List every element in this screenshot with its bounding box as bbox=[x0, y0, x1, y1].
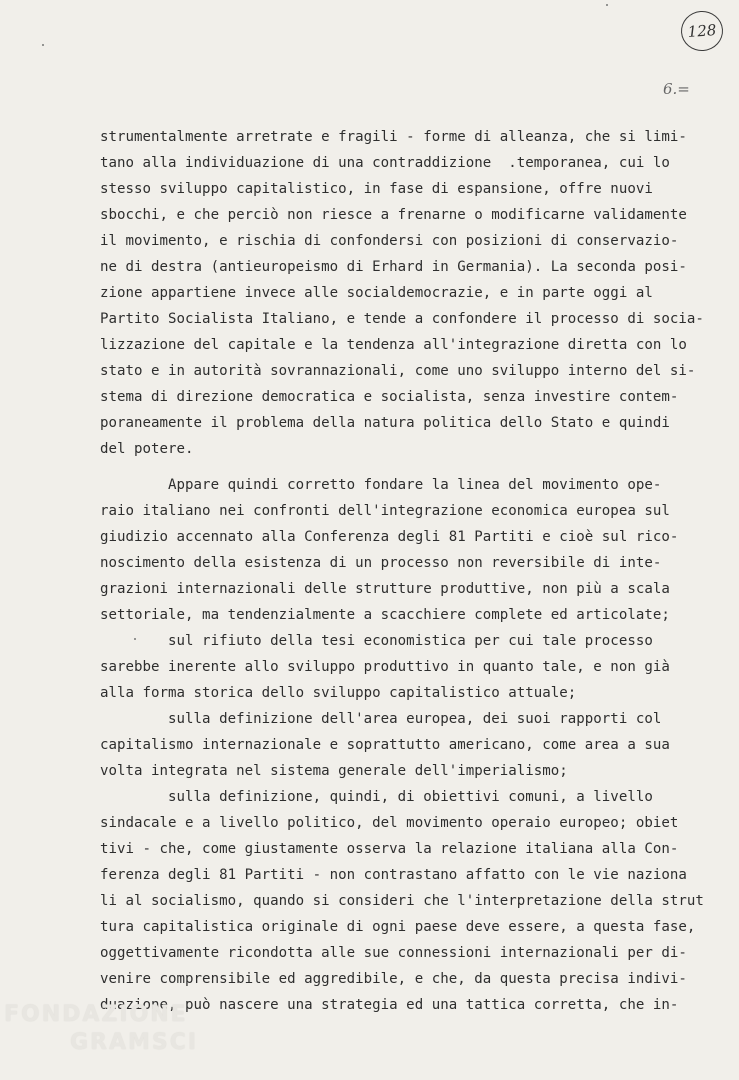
text-line: tura capitalistica originale di ogni paese deve essere, a questa fase, bbox=[100, 919, 696, 935]
text-line: Appare quindi corretto fondare la linea del movimento ope- bbox=[100, 477, 662, 493]
text-line: ferenza degli 81 Partiti - non contrastano affatto con le vie naziona bbox=[100, 867, 687, 883]
text-line: del potere. bbox=[100, 441, 194, 457]
text-line: venire comprensibile ed aggredibile, e che, da questa precisa indivi- bbox=[100, 971, 687, 987]
text-line: sindacale e a livello politico, del movimento operaio europeo; obiet bbox=[100, 815, 679, 831]
text-line: oggettivamente ricondotta alle sue connessioni internazionali per di- bbox=[100, 945, 687, 961]
text-line: li al socialismo, quando si consideri che l'interpretazione della strut bbox=[100, 893, 704, 909]
text-line: stema di direzione democratica e socialista, senza investire contem- bbox=[100, 389, 679, 405]
archive-stamp: 128 bbox=[680, 10, 725, 53]
text-line: poraneamente il problema della natura politica dello Stato e quindi bbox=[100, 415, 670, 431]
text-line: sarebbe inerente allo sviluppo produttivo in quanto tale, e non già bbox=[100, 659, 670, 675]
page-number: 6.= bbox=[663, 80, 690, 98]
text-line: grazioni internazionali delle strutture produttive, non più a scala bbox=[100, 581, 670, 597]
watermark-line-2: GRAMSCI bbox=[70, 1030, 199, 1055]
text-line: lizzazione del capitale e la tendenza all'integrazione diretta con lo bbox=[100, 337, 687, 353]
text-line: noscimento della esistenza di un processo non reversibile di inte- bbox=[100, 555, 662, 571]
watermark-line-1: FONDAZIONE bbox=[4, 1002, 188, 1027]
text-line: Partito Socialista Italiano, e tende a confondere il processo di socia- bbox=[100, 311, 704, 327]
text-line: duazione, può nascere una strategia ed una tattica corretta, che in- bbox=[100, 997, 679, 1013]
text-line: stesso sviluppo capitalistico, in fase di espansione, offre nuovi bbox=[100, 181, 653, 197]
text-line: strumentalmente arretrate e fragili - forme di alleanza, che si limi- bbox=[100, 129, 687, 145]
scan-speck bbox=[606, 4, 608, 6]
text-line: il movimento, e rischia di confondersi con posizioni di conservazio- bbox=[100, 233, 679, 249]
text-line: raio italiano nei confronti dell'integrazione economica europea sul bbox=[100, 503, 670, 519]
scan-speck bbox=[42, 44, 44, 46]
text-line: settoriale, ma tendenzialmente a scacchiere complete ed articolate; bbox=[100, 607, 670, 623]
text-line: sul rifiuto della tesi economistica per cui tale processo bbox=[100, 633, 653, 649]
text-line: sulla definizione, quindi, di obiettivi comuni, a livello bbox=[100, 789, 653, 805]
text-line: stato e in autorità sovrannazionali, come uno sviluppo interno del si- bbox=[100, 363, 696, 379]
text-line: tano alla individuazione di una contraddizione .temporanea, cui lo bbox=[100, 155, 670, 171]
text-line: zione appartiene invece alle socialdemocrazie, e in parte oggi al bbox=[100, 285, 653, 301]
text-line: capitalismo internazionale e soprattutto americano, come area a sua bbox=[100, 737, 670, 753]
text-line: giudizio accennato alla Conferenza degli 81 Partiti e cioè sul rico- bbox=[100, 529, 679, 545]
text-line: sbocchi, e che perciò non riesce a frenarne o modificarne validamente bbox=[100, 207, 687, 223]
text-line: tivi - che, come giustamente osserva la relazione italiana alla Con- bbox=[100, 841, 679, 857]
text-line: alla forma storica dello sviluppo capitalistico attuale; bbox=[100, 685, 577, 701]
text-line: sulla definizione dell'area europea, dei suoi rapporti col bbox=[100, 711, 662, 727]
text-line: ne di destra (antieuropeismo di Erhard in Germania). La seconda posi- bbox=[100, 259, 687, 275]
text-line: volta integrata nel sistema generale dell'imperialismo; bbox=[100, 763, 568, 779]
